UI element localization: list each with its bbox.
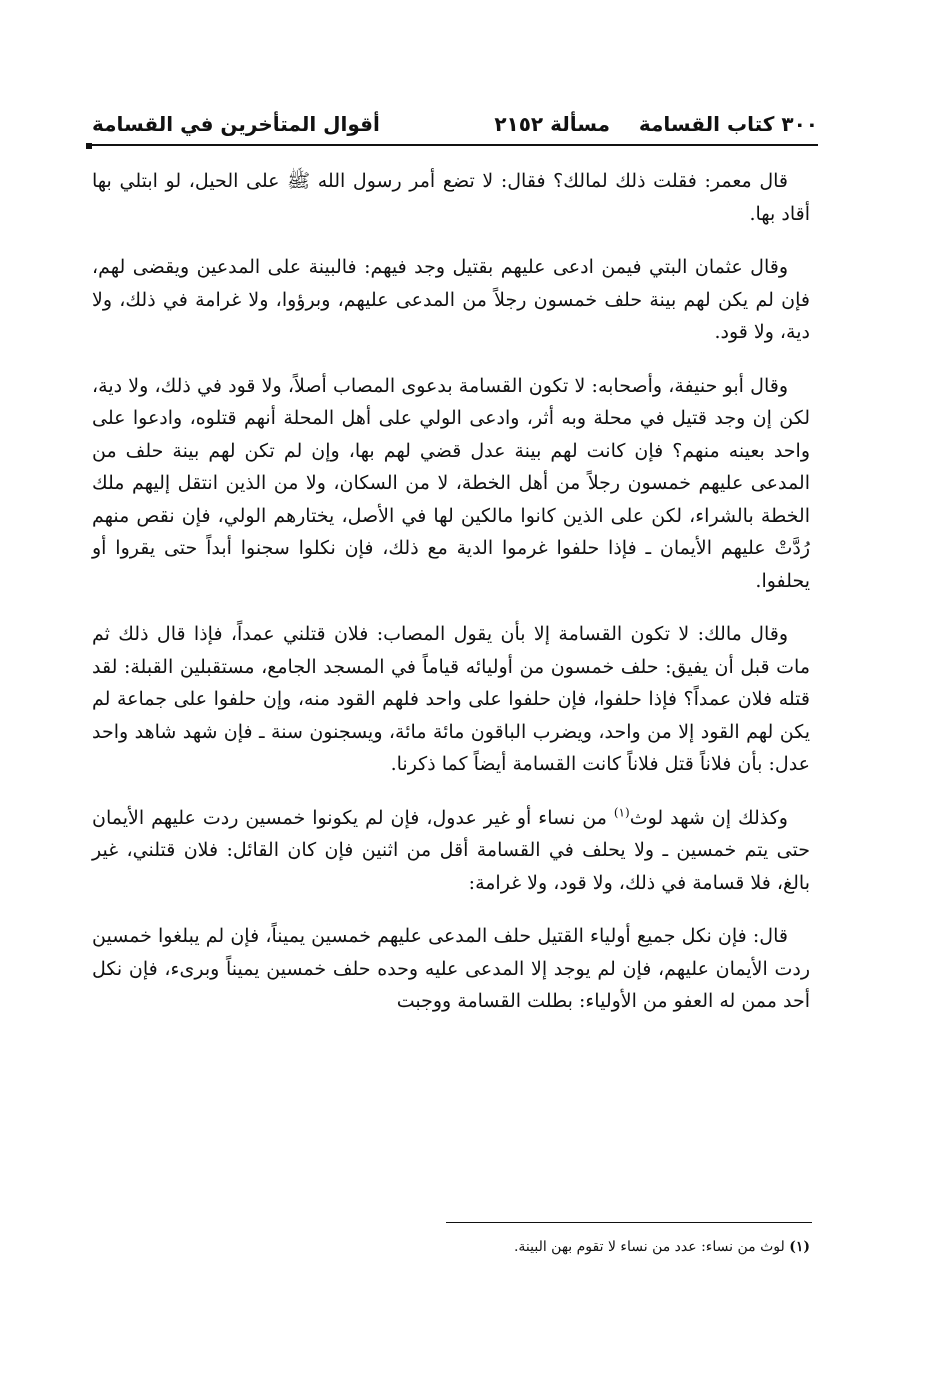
header-divider-end: [86, 143, 92, 149]
footnote: [446, 1236, 810, 1258]
footnote-number: (١): [789, 1239, 810, 1255]
main-text: [92, 165, 810, 1039]
page-header: [88, 110, 818, 146]
paragraph-with-footnote: [92, 802, 810, 900]
header-book-title-group: [639, 112, 818, 136]
paragraph-text: وكذلك إن شهد لوث: [629, 806, 788, 829]
paragraph: قال معمر: فقلت ذلك لمالك؟ فقال: لا تضع أمر رسول الله ﷺ على الحيل، لو ابتلي بها أقاد بها.: [92, 170, 810, 225]
footnote-divider: [446, 1222, 812, 1223]
paragraph: وقال عثمان البتي فيمن ادعى عليهم بقتيل وجد فيهم: فالبينة على المدعين ويقضى لهم، فإن لم يكن لهم بينة حلف خمسون رجلاً من المدعى عليهم، وبرؤوا، ولا غرامة في ذلك، ولا دية، ولا قود.: [92, 256, 810, 343]
paragraph: قال: فإن نكل جميع أولياء القتيل حلف المدعى عليهم خمسين يميناً، فإن لم يبلغوا خمسين ردت الأيمان عليهم، فإن لم يوجد إلا المدعى عليه وحده حلف خمسين يميناً وبرىء، فإن نكل أحد ممن له العفو من الأولياء: بطلت القسامة ووجبت: [92, 925, 810, 1012]
paragraph: وقال مالك: لا تكون القسامة إلا بأن يقول المصاب: فلان قتلني عمداً، فإذا قال ذلك ثم مات قبل أن يفيق: حلف خمسون من أوليائه قياماً في المسجد الجامع، مستقبلين القبلة: لقد قتله فلان عمداً؟ فإذا حلفوا، فإن حلفوا على واحد فلهم القود منه، وإن حلفوا على جماعة لم يكن لهم القود إلا من واحد، ويضرب الباقون مائة مائة، ويسجنون سنة ـ فإن شهد شاهد واحد عدل: بأن فلاناً قتل فلاناً كانت القسامة أيضاً كما ذكرنا.: [92, 623, 810, 775]
issue-number: مسألة ٢١٥٢: [494, 112, 610, 136]
book-title: كتاب القسامة: [638, 112, 775, 136]
paragraph-text: من نساء أو غير عدول، فإن لم يكونوا خمسين ردت عليهم الأيمان حتى يتم خمسين ـ ولا يحلف في القسامة أقل من اثنين فإن كان القائل: فلان قتلني، غير بالغ، فلا قسامة في ذلك، ولا قود، ولا غرامة:: [92, 806, 810, 894]
page-number: ٣٠٠: [781, 112, 818, 136]
footnote-marker[interactable]: (١): [613, 805, 630, 820]
paragraph: وقال أبو حنيفة، وأصحابه: لا تكون القسامة بدعوى المصاب أصلاً، ولا قود في ذلك، ولا دية، لكن إن وجد قتيل في محلة وبه أثر، وادعى الولي على أهل المحلة أنهم قتلوه، وادعوا على واحد بعينه منهم؟ فإن كانت لهم بينة عدل قضي لهم بها، وإن لم تكن لهم بينة حلف من المدعى عليهم خمسون رجلاً من أهل الخطة، لا من السكان، ولا من الذين انتقل إليهم ملك الخطة بالشراء، لكن على الذين كانوا مالكين لها في الأصل، يختارهم الولي، فإن نقص منهم رُدَّتْ عليهم الأيمان ـ فإذا حلفوا غرموا الدية مع ذلك، فإن نكلوا سجنوا أبداً حتى يقروا أو يحلفوا.: [92, 374, 810, 592]
footnote-text: لوث من نساء: عدد من نساء لا تقوم بهن البينة.: [513, 1239, 785, 1255]
section-title: أقوال المتأخرين في القسامة: [92, 112, 380, 136]
header-divider: [88, 144, 818, 146]
